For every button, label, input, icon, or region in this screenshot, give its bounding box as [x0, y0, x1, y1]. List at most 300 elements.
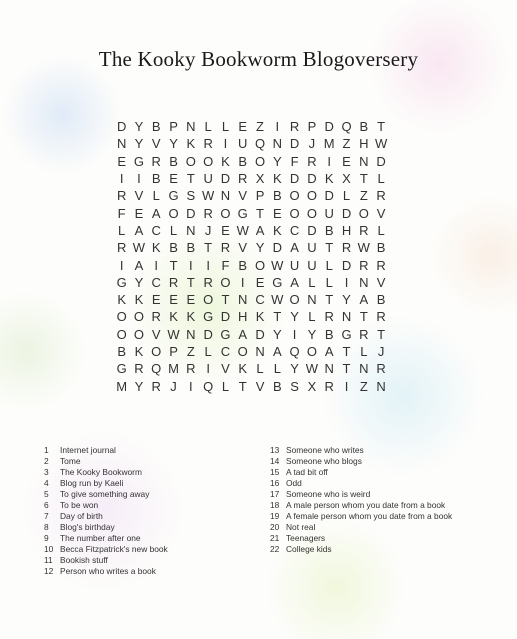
grid-letter[interactable]: O	[203, 292, 214, 308]
grid-letter[interactable]: I	[223, 136, 228, 152]
grid-letter[interactable]: H	[238, 309, 248, 325]
grid-row	[113, 291, 413, 308]
grid-letter[interactable]: P	[307, 119, 317, 135]
grid-letter[interactable]: K	[324, 171, 334, 187]
grid-letter[interactable]: F	[117, 205, 126, 221]
clue-number: 21	[270, 533, 280, 543]
grid-letter[interactable]: B	[324, 222, 334, 238]
grid-letter[interactable]: L	[377, 222, 385, 238]
grid-letter[interactable]: T	[273, 309, 282, 325]
grid-letter[interactable]: G	[168, 188, 179, 204]
clue-text: To be won	[60, 500, 99, 510]
grid-letter[interactable]: B	[238, 153, 248, 169]
grid-letter[interactable]: B	[169, 240, 178, 256]
grid-letter[interactable]: O	[254, 257, 266, 273]
grid-letter[interactable]: Y	[169, 136, 178, 152]
grid-letter[interactable]: B	[186, 240, 196, 256]
grid-letter[interactable]: Z	[359, 378, 368, 394]
grid-letter[interactable]: I	[189, 378, 193, 394]
clue-item	[44, 555, 259, 566]
grid-letter[interactable]: B	[376, 240, 386, 256]
grid-letter[interactable]: D	[324, 188, 334, 204]
grid-letter[interactable]: N	[376, 378, 386, 394]
grid-letter[interactable]: N	[220, 188, 231, 204]
grid-letter[interactable]: N	[272, 136, 283, 152]
grid-letter[interactable]: P	[255, 188, 265, 204]
grid-letter[interactable]: O	[289, 188, 300, 204]
grid-letter[interactable]: D	[324, 119, 334, 135]
grid-letter[interactable]: G	[133, 153, 144, 169]
grid-letter[interactable]: X	[255, 171, 265, 187]
grid-letter[interactable]: K	[186, 309, 196, 325]
clue-item	[44, 544, 259, 555]
grid-letter[interactable]: K	[134, 344, 144, 359]
grid-letter[interactable]: B	[117, 344, 126, 359]
grid-letter[interactable]: G	[203, 309, 214, 325]
grid-letter[interactable]: D	[307, 222, 317, 238]
grid-letter[interactable]: C	[255, 292, 265, 308]
grid-letter[interactable]: E	[272, 205, 282, 221]
grid-letter[interactable]: J	[170, 378, 177, 394]
grid-letter[interactable]: A	[324, 344, 334, 359]
clue-number: 5	[44, 489, 49, 499]
grid-row	[113, 239, 413, 256]
grid-letter[interactable]: K	[272, 222, 282, 238]
grid-row	[113, 274, 413, 291]
grid-letter[interactable]: Z	[342, 136, 351, 152]
grid-letter[interactable]: L	[152, 188, 160, 204]
grid-letter[interactable]: K	[169, 309, 178, 325]
grid-letter[interactable]: Y	[342, 292, 351, 308]
grid-letter[interactable]: R	[376, 309, 386, 325]
grid-letter[interactable]: T	[377, 326, 386, 342]
grid-letter[interactable]: U	[307, 240, 317, 256]
grid-letter[interactable]: N	[341, 309, 352, 325]
grid-letter[interactable]: D	[186, 205, 196, 221]
grid-letter[interactable]: V	[376, 274, 386, 290]
clue-text: Teenagers	[286, 533, 326, 543]
grid-letter[interactable]: E	[169, 292, 178, 308]
grid-letter[interactable]: I	[119, 257, 124, 273]
grid-letter[interactable]: C	[151, 222, 161, 238]
clue-text: To give something away	[60, 489, 150, 499]
grid-letter[interactable]: L	[221, 378, 230, 394]
grid-letter[interactable]: O	[358, 205, 369, 221]
grid-letter[interactable]: O	[133, 309, 144, 325]
grid-letter[interactable]: H	[341, 222, 352, 238]
grid-letter[interactable]: L	[204, 344, 212, 359]
grid-letter[interactable]: Q	[341, 119, 352, 135]
grid-letter[interactable]: X	[342, 171, 351, 187]
grid-letter[interactable]: D	[220, 309, 231, 325]
grid-letter[interactable]: L	[221, 119, 230, 135]
grid-letter[interactable]: W	[167, 326, 180, 342]
grid-letter[interactable]: L	[377, 171, 385, 187]
clue-text: A female person whom you date from a book	[286, 511, 453, 521]
grid-letter[interactable]: D	[307, 171, 317, 187]
grid-letter[interactable]: T	[169, 257, 178, 273]
grid-row	[113, 153, 413, 170]
grid-letter[interactable]: B	[238, 257, 248, 273]
clue-number: 4	[44, 478, 49, 488]
grid-letter[interactable]: T	[359, 309, 368, 325]
grid-letter[interactable]: R	[151, 378, 161, 394]
grid-letter[interactable]: B	[151, 171, 161, 187]
grid-letter[interactable]: R	[376, 257, 386, 273]
grid-letter[interactable]: R	[376, 361, 386, 377]
grid-letter[interactable]: K	[255, 309, 265, 325]
grid-letter[interactable]: O	[237, 344, 248, 359]
grid-letter[interactable]: L	[325, 257, 333, 273]
grid-letter[interactable]: B	[151, 119, 161, 135]
grid-letter[interactable]: E	[151, 292, 161, 308]
grid-letter[interactable]: I	[206, 361, 210, 377]
grid-letter[interactable]: R	[116, 240, 127, 256]
grid-letter[interactable]: R	[203, 205, 213, 221]
grid-letter[interactable]: R	[203, 136, 213, 152]
grid-letter[interactable]: K	[117, 292, 126, 308]
grid-letter[interactable]: E	[117, 153, 126, 169]
grid-letter[interactable]: O	[151, 344, 162, 359]
grid-letter[interactable]: I	[344, 274, 349, 290]
clue-item	[270, 500, 470, 511]
grid-letter[interactable]: A	[255, 222, 265, 238]
grid-letter[interactable]: C	[289, 222, 300, 238]
grid-letter[interactable]: I	[137, 171, 141, 187]
grid-letter[interactable]: R	[151, 153, 161, 169]
grid-letter[interactable]: R	[324, 309, 334, 325]
grid-letter[interactable]: M	[168, 361, 179, 377]
grid-letter[interactable]: I	[119, 171, 124, 187]
grid-letter[interactable]: F	[290, 153, 299, 169]
grid-letter[interactable]: R	[116, 188, 127, 204]
grid-letter[interactable]: G	[341, 326, 352, 342]
grid-letter[interactable]: Y	[134, 378, 144, 394]
grid-letter[interactable]: J	[204, 222, 212, 238]
grid-letter[interactable]: V	[238, 188, 248, 204]
grid-letter[interactable]: A	[359, 292, 369, 308]
grid-letter[interactable]: I	[206, 257, 210, 273]
clue-number: 12	[44, 566, 54, 576]
grid-letter[interactable]: V	[238, 240, 248, 256]
grid-letter[interactable]: D	[203, 326, 213, 342]
clue-number: 6	[44, 500, 49, 510]
grid-letter[interactable]: R	[341, 240, 352, 256]
grid-letter[interactable]: Y	[290, 361, 299, 377]
grid-letter[interactable]: T	[221, 292, 230, 308]
grid-letter[interactable]: Z	[359, 188, 368, 204]
grid-letter[interactable]: D	[255, 326, 265, 342]
grid-letter[interactable]: D	[116, 119, 127, 135]
clue-text: College kids	[286, 544, 332, 554]
clue-item	[270, 445, 470, 456]
grid-letter[interactable]: V	[134, 188, 144, 204]
clue-number: 14	[270, 456, 280, 466]
grid-letter[interactable]: R	[168, 274, 179, 290]
grid-letter[interactable]: R	[324, 378, 334, 394]
clue-item	[44, 467, 259, 478]
grid-letter[interactable]: O	[289, 205, 300, 221]
grid-letter[interactable]: A	[290, 240, 299, 256]
grid-letter[interactable]: L	[118, 222, 126, 238]
grid-letter[interactable]: H	[359, 136, 369, 152]
grid-letter[interactable]: R	[359, 326, 369, 342]
grid-letter[interactable]: J	[377, 344, 385, 359]
grid-letter[interactable]: I	[154, 257, 159, 273]
grid-letter[interactable]: D	[341, 205, 352, 221]
grid-letter[interactable]: L	[342, 188, 351, 204]
grid-letter[interactable]: O	[168, 205, 179, 221]
grid-letter[interactable]: L	[169, 222, 178, 238]
grid-letter[interactable]: I	[240, 274, 245, 290]
grid-letter[interactable]: I	[275, 119, 280, 135]
grid-letter[interactable]: N	[307, 292, 317, 308]
clue-item	[44, 489, 259, 500]
clue-number: 8	[44, 522, 49, 532]
grid-letter[interactable]: G	[116, 274, 127, 290]
grid-letter[interactable]: D	[272, 240, 283, 256]
grid-letter[interactable]: R	[376, 188, 386, 204]
grid-letter[interactable]: G	[116, 361, 127, 377]
grid-letter[interactable]: N	[359, 274, 369, 290]
grid-letter[interactable]: V	[151, 136, 161, 152]
clue-number: 16	[270, 478, 280, 488]
grid-letter[interactable]: G	[237, 205, 248, 221]
grid-letter[interactable]: A	[272, 344, 282, 359]
grid-letter[interactable]: A	[134, 222, 144, 238]
clue-text: Bookish stuff	[60, 555, 108, 565]
grid-letter[interactable]: P	[169, 119, 178, 135]
grid-letter[interactable]: L	[325, 274, 333, 290]
clue-text: Internet journal	[60, 445, 116, 455]
grid-letter[interactable]: B	[376, 292, 386, 308]
grid-letter[interactable]: R	[307, 153, 317, 169]
grid-letter[interactable]: W	[271, 292, 284, 308]
grid-letter[interactable]: K	[238, 361, 248, 377]
grid-letter[interactable]: A	[151, 205, 161, 221]
grid-letter[interactable]: Y	[255, 240, 265, 256]
grid-letter[interactable]: O	[116, 309, 127, 325]
grid-letter[interactable]: W	[132, 240, 146, 256]
clue-text: Not real	[286, 522, 316, 532]
grid-letter[interactable]: D	[220, 171, 231, 187]
clue-number: 19	[270, 511, 280, 521]
grid-letter[interactable]: O	[116, 326, 127, 342]
grid-letter[interactable]: T	[342, 344, 351, 359]
grid-letter[interactable]: X	[307, 378, 317, 394]
clue-number: 22	[270, 544, 280, 554]
grid-letter[interactable]: L	[256, 361, 264, 377]
grid-row	[113, 222, 413, 239]
grid-letter[interactable]: A	[134, 257, 144, 273]
grid-letter[interactable]: R	[203, 274, 213, 290]
grid-letter[interactable]: T	[325, 240, 334, 256]
grid-letter[interactable]: N	[238, 292, 248, 308]
grid-letter[interactable]: T	[377, 119, 386, 135]
grid-letter[interactable]: I	[327, 153, 332, 169]
grid-letter[interactable]: L	[308, 309, 316, 325]
grid-letter[interactable]: E	[221, 222, 230, 238]
grid-letter[interactable]: O	[220, 205, 231, 221]
grid-letter[interactable]: G	[272, 274, 283, 290]
grid-letter[interactable]: C	[220, 344, 231, 359]
grid-letter[interactable]: M	[323, 136, 335, 152]
grid-letter[interactable]: W	[305, 361, 319, 377]
grid-letter[interactable]: E	[186, 292, 196, 308]
grid-letter[interactable]: U	[238, 136, 248, 152]
grid-letter[interactable]: N	[255, 344, 265, 359]
grid-letter[interactable]: N	[359, 361, 369, 377]
grid-letter[interactable]: D	[289, 136, 300, 152]
grid-letter[interactable]: Y	[134, 274, 144, 290]
grid-letter[interactable]: T	[186, 171, 195, 187]
grid-letter[interactable]: K	[134, 292, 144, 308]
clue-item	[44, 445, 259, 456]
grid-letter[interactable]: U	[289, 257, 300, 273]
grid-letter[interactable]: D	[376, 153, 386, 169]
grid-letter[interactable]: W	[201, 188, 215, 204]
grid-letter[interactable]: Y	[134, 136, 144, 152]
grid-letter[interactable]: O	[133, 326, 144, 342]
grid-letter[interactable]: Z	[256, 119, 264, 135]
grid-letter[interactable]: L	[308, 274, 316, 290]
grid-letter[interactable]: R	[220, 240, 231, 256]
grid-letter[interactable]: Q	[203, 378, 214, 394]
grid-letter[interactable]: V	[151, 326, 161, 342]
grid-letter[interactable]: W	[357, 240, 370, 256]
grid-letter[interactable]: T	[342, 361, 351, 377]
grid-letter[interactable]: Q	[254, 136, 266, 152]
grid-letter[interactable]: G	[220, 326, 231, 342]
grid-letter[interactable]: R	[238, 171, 248, 187]
grid-letter[interactable]: S	[186, 188, 196, 204]
grid-letter[interactable]: J	[308, 136, 316, 152]
grid-letter[interactable]: N	[324, 361, 334, 377]
grid-letter[interactable]: U	[307, 257, 317, 273]
grid-letter[interactable]: B	[359, 119, 369, 135]
grid-letter[interactable]: D	[341, 257, 352, 273]
grid-letter[interactable]: O	[254, 153, 266, 169]
clue-number: 11	[44, 555, 53, 565]
grid-letter[interactable]: B	[169, 153, 178, 169]
grid-letter[interactable]: K	[151, 240, 161, 256]
grid-letter[interactable]: O	[185, 153, 196, 169]
grid-letter[interactable]: N	[186, 119, 196, 135]
grid-letter[interactable]: L	[204, 119, 212, 135]
grid-letter[interactable]: B	[272, 378, 282, 394]
grid-letter[interactable]: O	[306, 205, 317, 221]
grid-letter[interactable]: Y	[272, 153, 282, 169]
clue-text: Someone who blogs	[286, 456, 362, 466]
grid-letter[interactable]: N	[116, 136, 127, 152]
grid-letter[interactable]: O	[289, 292, 300, 308]
clue-item	[270, 533, 470, 544]
grid-letter[interactable]: T	[325, 292, 334, 308]
grid-letter[interactable]: U	[324, 205, 334, 221]
grid-letter[interactable]: Y	[272, 326, 282, 342]
grid-letter[interactable]: O	[203, 153, 214, 169]
grid-letter[interactable]: V	[255, 378, 265, 394]
grid-letter[interactable]: R	[359, 222, 369, 238]
grid-letter[interactable]: R	[186, 361, 196, 377]
grid-letter[interactable]: R	[151, 309, 161, 325]
grid-letter[interactable]: O	[306, 188, 317, 204]
clue-item	[270, 489, 470, 500]
grid-letter[interactable]: U	[203, 171, 213, 187]
clue-text: The Kooky Bookworm	[60, 467, 142, 477]
grid-letter[interactable]: A	[290, 274, 299, 290]
grid-letter[interactable]: E	[342, 153, 351, 169]
clue-item	[44, 566, 259, 577]
grid-letter[interactable]: T	[238, 378, 247, 394]
grid-letter[interactable]: T	[256, 205, 264, 221]
grid-letter[interactable]: R	[289, 119, 300, 135]
grid-letter[interactable]: K	[186, 136, 196, 152]
grid-letter[interactable]: O	[220, 274, 231, 290]
grid-letter[interactable]: V	[376, 205, 386, 221]
grid-letter[interactable]: T	[186, 274, 195, 290]
grid-letter[interactable]: V	[221, 361, 230, 377]
grid-letter[interactable]: W	[271, 257, 284, 273]
grid-letter[interactable]: E	[169, 171, 178, 187]
grid-letter[interactable]: B	[272, 188, 282, 204]
grid-letter[interactable]: A	[238, 326, 248, 342]
grid-letter[interactable]: Q	[151, 361, 162, 377]
grid-letter[interactable]: I	[292, 326, 297, 342]
grid-letter[interactable]: T	[359, 171, 368, 187]
grid-letter[interactable]: M	[116, 378, 128, 394]
clue-number: 3	[44, 467, 49, 477]
grid-letter[interactable]: P	[169, 344, 178, 359]
grid-letter[interactable]: L	[273, 361, 281, 377]
grid-letter[interactable]: E	[134, 205, 144, 221]
grid-letter[interactable]: E	[238, 119, 248, 135]
grid-letter[interactable]: K	[221, 153, 230, 169]
clue-text: Tome	[60, 456, 81, 466]
grid-letter[interactable]: I	[344, 378, 349, 394]
grid-row	[113, 204, 413, 221]
grid-letter[interactable]: W	[236, 222, 249, 238]
grid-letter[interactable]: E	[255, 274, 265, 290]
grid-letter[interactable]: N	[359, 153, 369, 169]
grid-letter[interactable]: Y	[134, 119, 144, 135]
clue-number: 1	[44, 445, 49, 455]
grid-letter[interactable]: C	[151, 274, 161, 290]
clue-text: A tad bit off	[286, 467, 328, 477]
grid-letter[interactable]: T	[204, 240, 213, 256]
grid-letter[interactable]: Y	[290, 309, 299, 325]
grid-letter[interactable]: N	[186, 326, 196, 342]
grid-letter[interactable]: R	[359, 257, 369, 273]
grid-letter[interactable]: L	[360, 344, 368, 359]
grid-letter[interactable]: O	[306, 344, 317, 359]
grid-row	[113, 256, 413, 273]
grid-letter[interactable]: I	[189, 257, 193, 273]
grid-letter[interactable]: D	[289, 171, 300, 187]
grid-letter[interactable]: B	[324, 326, 334, 342]
clue-item	[270, 467, 470, 478]
grid-letter[interactable]: N	[186, 222, 196, 238]
grid-letter[interactable]: Q	[289, 344, 300, 359]
grid-letter[interactable]: K	[272, 171, 282, 187]
grid-letter[interactable]: W	[374, 136, 388, 152]
grid-row	[113, 135, 413, 152]
grid-letter[interactable]: Z	[186, 344, 195, 359]
grid-letter[interactable]: R	[134, 361, 144, 377]
grid-letter[interactable]: F	[221, 257, 230, 273]
grid-letter[interactable]: Y	[307, 326, 317, 342]
grid-letter[interactable]: S	[290, 378, 299, 394]
